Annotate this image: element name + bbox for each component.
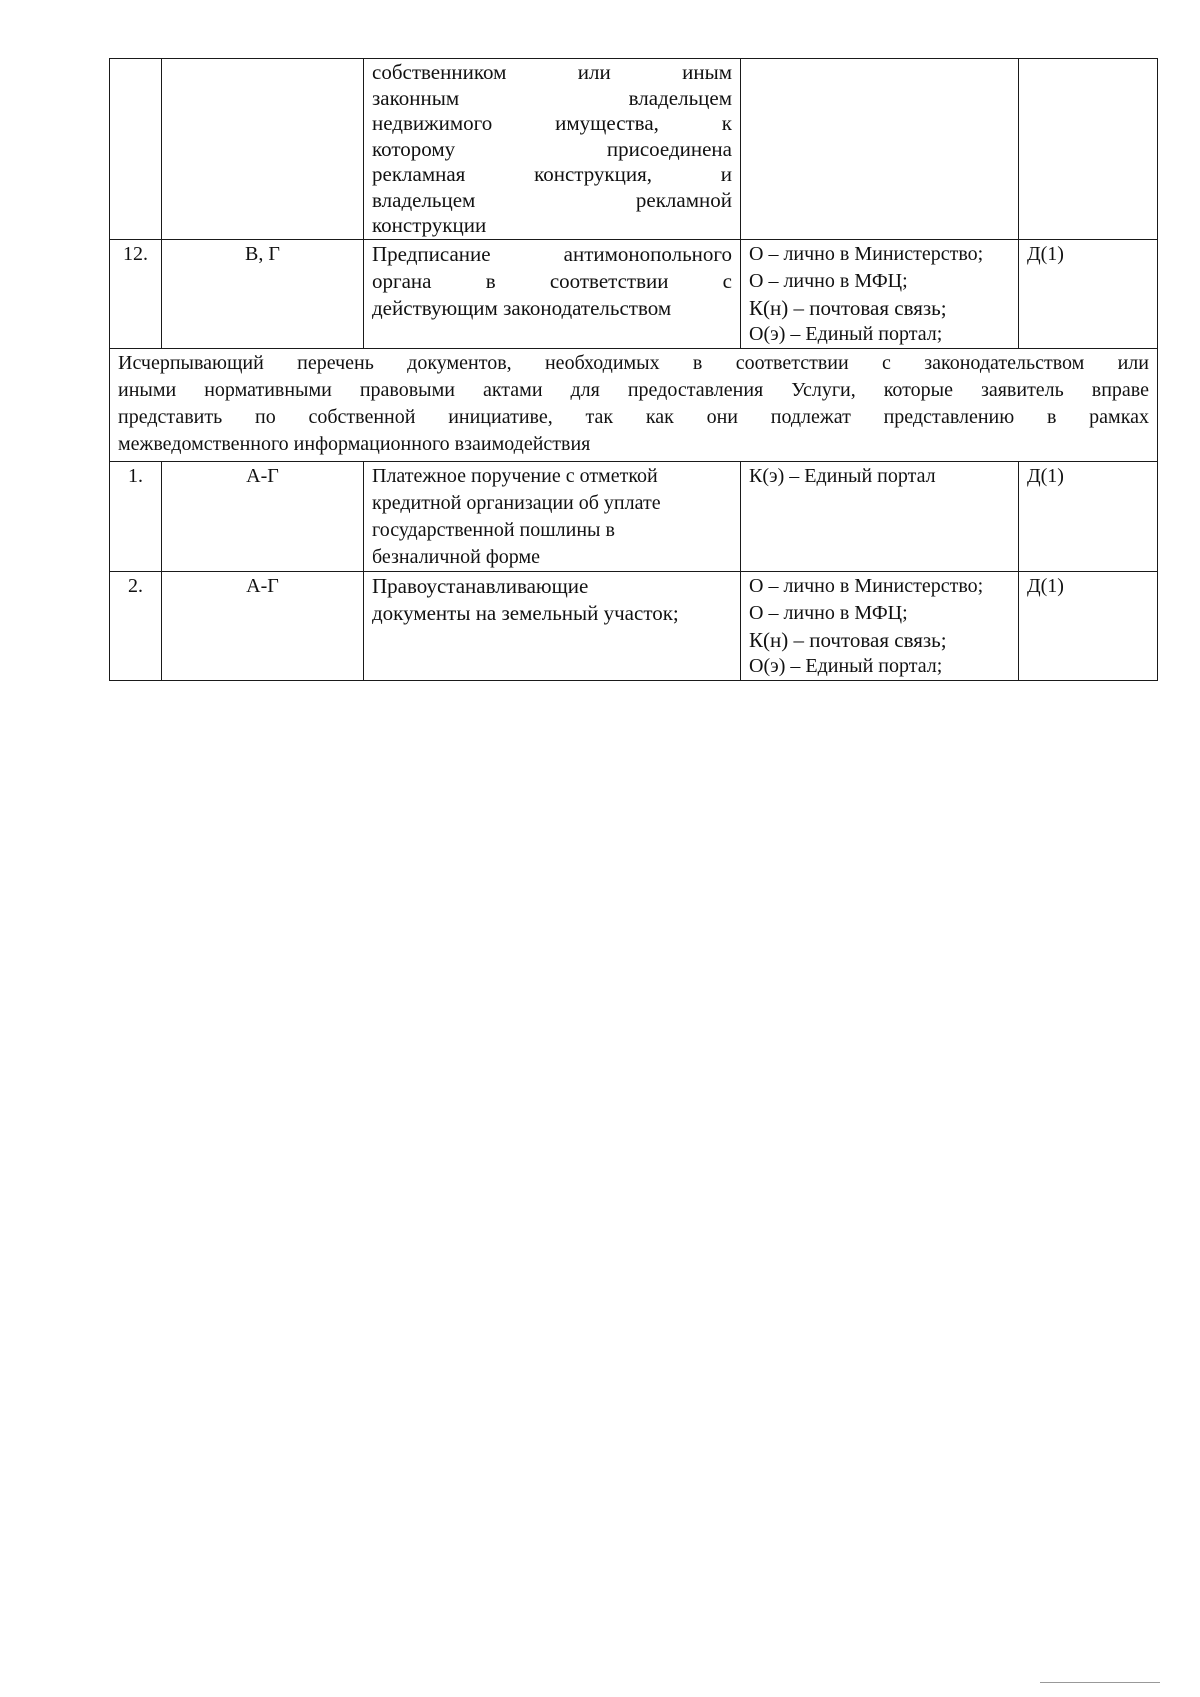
document-line: Правоустанавливающие [372, 574, 589, 598]
method-line: О(э) – Единый портал; [749, 323, 943, 345]
document-line: безналичной форме [372, 546, 541, 568]
document-line: действующим законодательством [372, 296, 672, 320]
table-row [110, 240, 1158, 349]
document-line: конструкции [372, 213, 487, 237]
row-category: А-Г [162, 572, 364, 681]
document-line: кредитной организации об уплате [372, 492, 661, 514]
document-line: Платежное поручение с отметкой [372, 465, 658, 487]
section-row [110, 349, 1158, 462]
row-methods [741, 572, 1019, 681]
row-methods [741, 240, 1019, 349]
row-number: 1. [110, 462, 162, 572]
document-line: владельцем рекламной [372, 187, 732, 212]
document-line: собственником или иным [372, 60, 732, 84]
row-result [1019, 59, 1158, 240]
document-line: Предписание антимонопольного [372, 242, 732, 266]
row-result: Д(1) [1019, 240, 1158, 349]
document-line: документы на земельный участок; [372, 601, 679, 625]
section-line: Исчерпывающий перечень документов, необходимых в соответствии с законодательством или [118, 352, 1149, 374]
document-line: государственной пошлины в [372, 519, 615, 541]
table-row [110, 572, 1158, 681]
method-line: О – лично в МФЦ; [749, 270, 908, 292]
row-result: Д(1) [1019, 572, 1158, 681]
table-row [110, 59, 1158, 240]
row-document-name [364, 462, 741, 572]
documents-table [109, 58, 1158, 681]
footer-rule [1040, 1682, 1160, 1683]
row-category: А-Г [162, 462, 364, 572]
row-number: 2. [110, 572, 162, 681]
row-result: Д(1) [1019, 462, 1158, 572]
section-line: представить по собственной инициативе, так как они подлежат представлению в рамках [118, 406, 1149, 428]
method-line: О – лично в Министерство; [749, 575, 984, 597]
table-row [110, 462, 1158, 572]
section-line: иными нормативными правовыми актами для предоставления Услуги, которые заявитель вправе [118, 379, 1149, 401]
method-line: О – лично в МФЦ; [749, 602, 908, 624]
document-line: органа в соответствии с [372, 269, 732, 293]
row-number [110, 59, 162, 240]
method-line: К(э) – Единый портал [749, 465, 936, 487]
section-heading [110, 349, 1158, 462]
row-category: В, Г [162, 240, 364, 349]
document-line: которому присоединена [372, 136, 732, 161]
document-line: рекламная конструкция, и [372, 162, 732, 186]
row-document-name [364, 240, 741, 349]
document-line: недвижимого имущества, к [372, 111, 732, 135]
method-line: К(н) – почтовая связь; [749, 628, 947, 652]
row-number: 12. [110, 240, 162, 349]
row-methods [741, 59, 1019, 240]
method-line: О(э) – Единый портал; [749, 655, 943, 677]
row-category [162, 59, 364, 240]
document-line: законным владельцем [372, 85, 732, 110]
section-line: межведомственного информационного взаимодействия [118, 433, 591, 455]
method-line: К(н) – почтовая связь; [749, 296, 947, 320]
row-document-name [364, 572, 741, 681]
row-methods [741, 462, 1019, 572]
method-line: О – лично в Министерство; [749, 243, 984, 265]
row-document-name [364, 59, 741, 240]
